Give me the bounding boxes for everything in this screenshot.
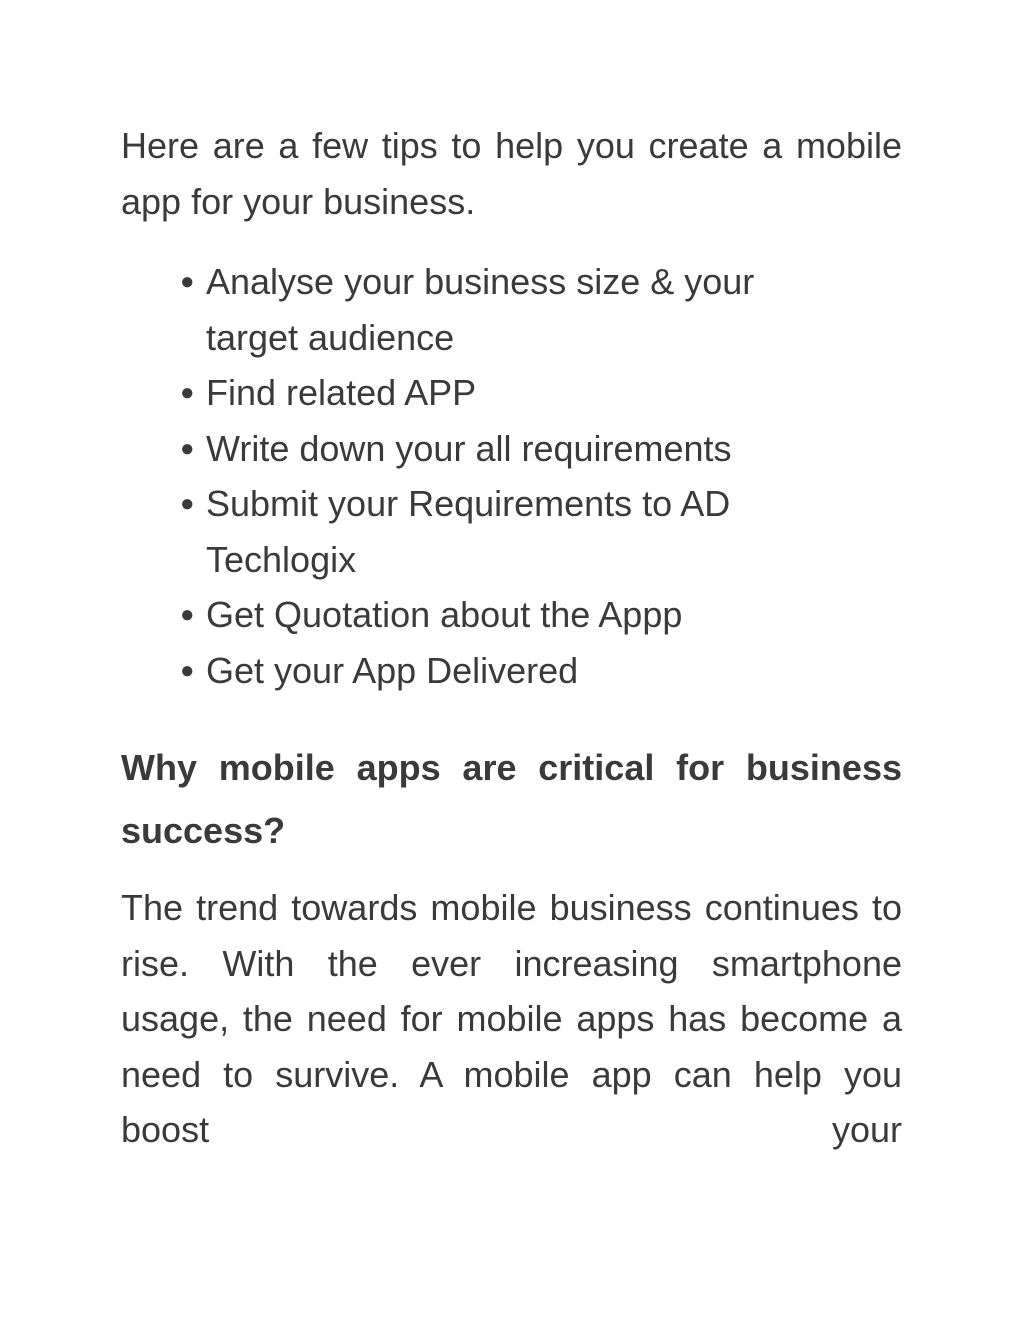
bullet-icon: ● (180, 379, 195, 406)
list-item (180, 365, 826, 421)
list-item-text: Get your App Delivered (206, 649, 579, 691)
list-item-text: Find related APP (206, 372, 477, 413)
list-item (180, 587, 826, 643)
list-item-text: Get Quotation about the Appp (206, 594, 683, 635)
list-item-text: Write down your all requirements (206, 427, 732, 469)
list-item-text: Submit your Requirements to AD Techlogix (206, 483, 731, 580)
intro-paragraph: Here are a few tips to help you create a mobile app for your business. (121, 125, 902, 222)
bullet-icon: ● (180, 434, 195, 462)
bullet-icon: ● (180, 656, 195, 684)
list-item (180, 476, 826, 587)
bullet-icon: ● (180, 490, 195, 517)
bullet-icon: ● (180, 601, 195, 628)
bullet-icon: ● (180, 268, 195, 295)
list-item (180, 421, 826, 477)
list-item-text: Analyse your business size & your target audience (206, 261, 755, 358)
list-item (180, 254, 826, 365)
section-heading: Why mobile apps are critical for business success? (121, 747, 902, 851)
body-paragraph: The trend towards mobile business continues to rise. With the ever increasing smartphone usage, the need for mobile apps has become a need to survive. A mobile app can help you boost your (121, 887, 902, 1150)
tips-list (121, 254, 826, 698)
document-page (121, 118, 902, 1158)
list-item (180, 643, 826, 699)
